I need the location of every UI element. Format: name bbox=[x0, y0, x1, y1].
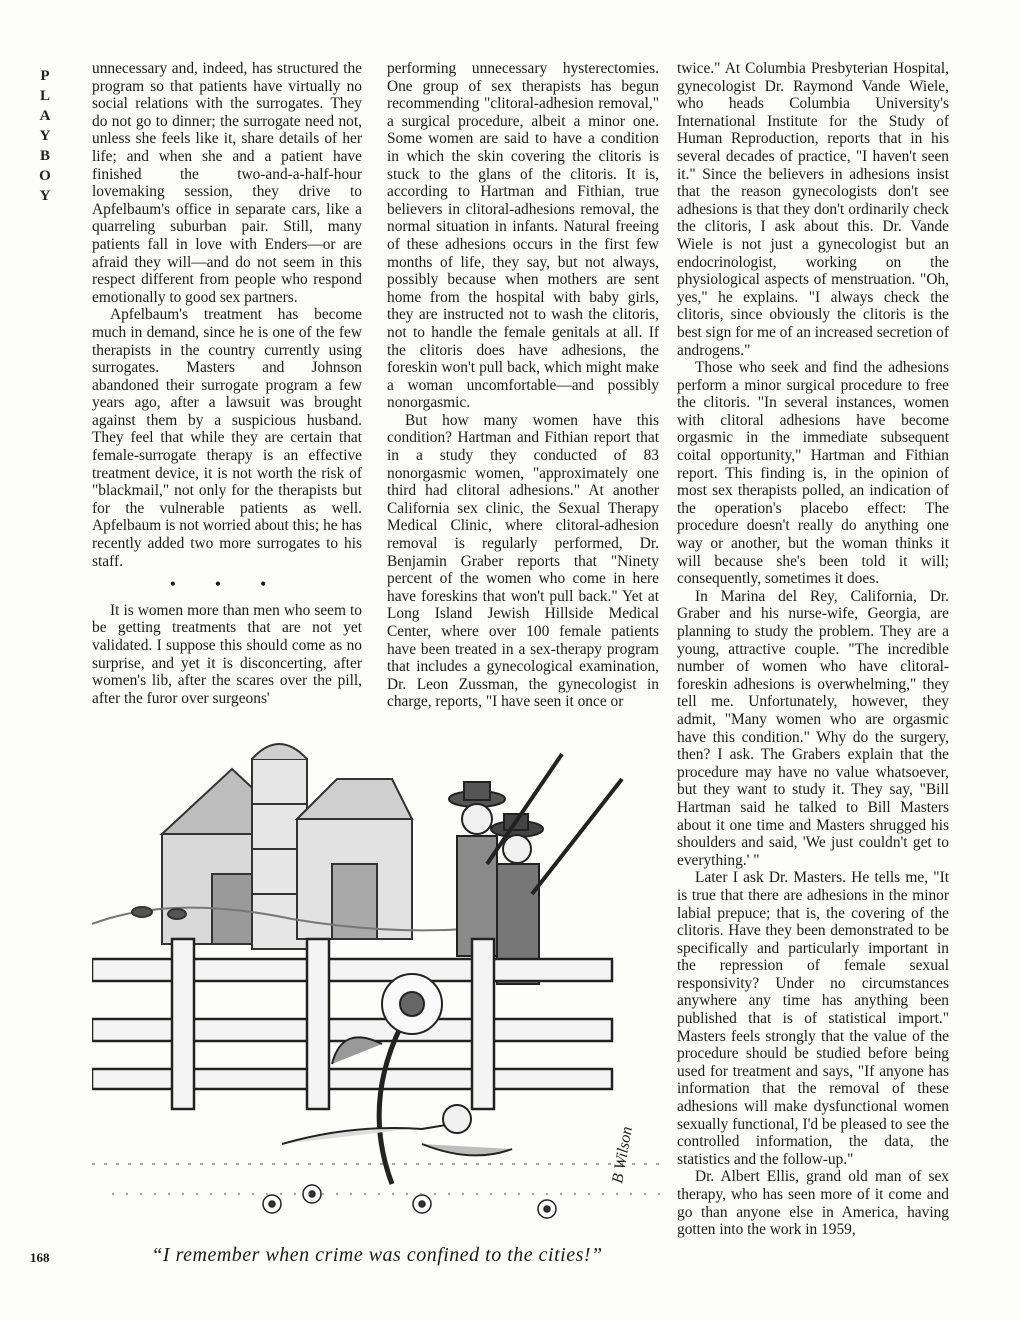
cartoon-illustration bbox=[92, 724, 662, 1244]
paragraph: unnecessary and, indeed, has structured the program so that patients have virtually no social relations with the surrogates. They do not go to dinner; the surrogate need not, unless she feels like it, share details of her life; and when she and a patient have finished the two-and-a-half-hour lovemaking session, they drive to Apfelbaum's office in separate cars, like a quarreling suburban pair. Still, many patients fall in love with Enders—or are afraid they will—and do not seem in this respect different from people who respond emotionally to good sex partners. bbox=[92, 60, 362, 306]
spine-letter: A bbox=[39, 108, 51, 124]
spine-letter: Y bbox=[39, 188, 51, 204]
article-column-2 bbox=[387, 60, 659, 711]
cartoon-caption: “I remember when crime was confined to the cities!” bbox=[151, 1244, 603, 1266]
spine-letter: L bbox=[39, 88, 50, 104]
paragraph: twice." At Columbia Presbyterian Hospital, gynecologist Dr. Raymond Vande Wiele, who heads Columbia University's International Institute for the Study of Human Reproduction, reports that in his several decades of practice, "I haven't seen it." Since the believers in adhesions insist that the reason gynecologists don't see adhesions is that they don't ordinarily check the clitoris, I ask about this. Dr. Vande Wiele is not just a gynecologist but an endocrinologist, working on the physiological aspects of menstruation. "Oh, yes," he explains. "I always check the clitoris, since obviously the clitoris is the best sign for me of an increased secretion of androgens." bbox=[677, 60, 949, 359]
farm-background bbox=[92, 744, 512, 949]
spine-letter: O bbox=[39, 168, 51, 184]
paragraph: Apfelbaum's treatment has become much in demand, since he is one of the few therapists in the country currently using surrogates. Masters and Johnson abandoned their surrogate program a few years ago, after a lawsuit was brought against them by a suspicious husband. They feel that while they are certain that female-surrogate therapy is an effective treatment device, it is not worth the risk of "blackmail," not only for the therapists but for the vulnerable patients as well. Apfelbaum is not worried about this; he has recently added two more surrogates to his staff. bbox=[92, 306, 362, 570]
artist-signature: B Wilson bbox=[609, 1125, 636, 1185]
spine-letter: Y bbox=[39, 128, 51, 144]
article-column-3 bbox=[677, 60, 949, 1239]
page-number: 168 bbox=[30, 1250, 50, 1265]
paragraph: performing unnecessary hysterectomies. One group of sex therapists has begun recommending "clitoral-adhesion removal," a surgical procedure, albeit a minor one. Some women are said to have a condition in which the skin covering the clitoris is stuck to the glans of the clitoris. It is, according to Hartman and Fithian, true believers in clitoral-adhesions removal, the normal situation in infants. Natural freeing of these adhesions occurs in the first few months of life, they say, but not always, possibly because when mothers are sent home from the hospital with baby girls, they are instructed not to wash the clitoris, not to handle the female genitals at all. If the clitoris does have adhesions, the foreskin won't pull back, which might make a woman uncomfortable—and possibly nonorgasmic. bbox=[387, 60, 659, 412]
paragraph: It is women more than men who seem to be getting treatments that are not yet validated. I suppose this should come as no surprise, and yet it is disconcerting, after women's lib, after the scares over the pill, after the furor over surgeons' bbox=[92, 601, 362, 707]
paragraph: Those who seek and find the adhesions perform a minor surgical procedure to free the clitoris. "In several instances, women with clitoral adhesions have become orgasmic in the immediate subsequent coital opportunity," Hartman and Fithian report. This finding is, in the opinion of most sex therapists polled, an indication of the operation's placebo effect: The procedure doesn't really do anything one way or another, but the woman thinks it will because she's been told it will; consequently, sometimes it does. bbox=[677, 359, 949, 588]
spine-letter: P bbox=[40, 68, 50, 84]
paragraph: Dr. Albert Ellis, grand old man of sex therapy, who has seen more of it come and go than anyone else in America, having gotten into the work in 1959, bbox=[677, 1168, 949, 1239]
spine-letter: B bbox=[39, 148, 50, 164]
paragraph: But how many women have this condition? Hartman and Fithian report that in a study they conducted of 83 nonorgasmic women, "approximately one third had clitoral adhesions." At another California sex clinic, the Sexual Therapy Medical Clinic, where clitoral-adhesion removal is regularly performed, Dr. Benjamin Graber reports that "Ninety percent of the women who come in here have foreskins that won't pull back." Yet at Long Island Jewish Hillside Medical Center, where over 100 female patients have been treated in a sex-therapy program that includes a gynecological examination, Dr. Leon Zussman, the gynecologist in charge, reports, "I have seen it once or bbox=[387, 411, 659, 711]
magazine-spine-title bbox=[34, 66, 56, 206]
wooden-fence bbox=[92, 939, 612, 1109]
paragraph: Later I ask Dr. Masters. He tells me, "It is true that there are adhesions in the minor labial prepuce; that is, the covering of the clitoris. Have they been demonstrated to be specifically and particularly important in the repression of female sexual responsivity? Under no circumstances anywhere any time has anything been published that is of statistical import." Masters feels strongly that the value of the procedure should be studied before being used for treatment and says, "If anyone has information that the removal of these adhesions will make dysfunctional women sexually functional, I'd be pleased to see the controlled information, the data, the statistics and the follow-up." bbox=[677, 869, 949, 1168]
paragraph: In Marina del Rey, California, Dr. Graber and his nurse-wife, Georgia, are planning to study the problem. They are a young, attractive couple. "The incredible number of women who have clitoral-foreskin adhesions is overwhelming," they tell me. Unfortunately, however, they admit, "Many women who are orgasmic have this condition." Why do the surgery, then? I ask. The Grabers explain that the procedure may have no value whatsoever, but they want to study it. They say, "Bill Hartman said he talked to Bill Masters about it one time and Masters shrugged his shoulders and said, 'We just couldn't get to everything.' " bbox=[677, 587, 949, 869]
article-column-1 bbox=[92, 60, 362, 707]
ground-flowers bbox=[92, 1164, 662, 1218]
section-separator: • • • bbox=[170, 576, 284, 594]
fallen-woman bbox=[282, 1105, 512, 1155]
